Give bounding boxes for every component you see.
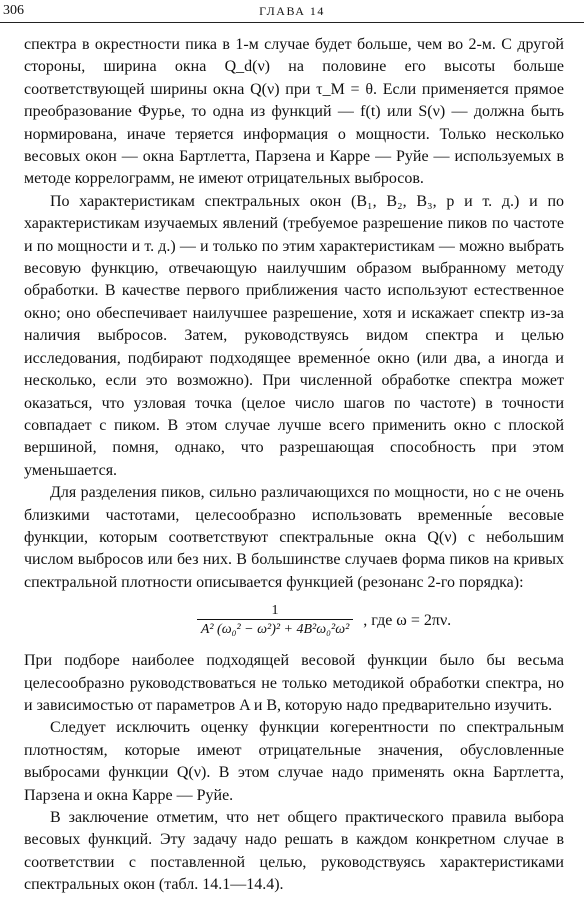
- body-text: [24, 34, 564, 897]
- paragraph-4: При подборе наиболее подходящей весовой функции было бы весьма целесообразно руководствоваться не только методикой обработки спектра, но и зависимостью от параметров A и B, которую надо предварительно изучить.: [24, 652, 564, 714]
- resonance-formula: [84, 600, 564, 642]
- running-header: [0, 0, 584, 23]
- formula-condition: , где ω = 2πν.: [363, 611, 452, 629]
- formula-numerator: 1: [271, 603, 279, 619]
- chapter-title: ГЛАВА 14: [259, 4, 325, 18]
- paragraph-1: спектра в окрестности пика в 1-м случае будет больше, чем во 2-м. С другой стороны, ширина окна Q_d(ν) на половине его высоты больше соответствующей ширины окна Q(ν) при τ_M = θ. Если применяется прямое преобразование Фурье, то одна из функций — f(t) или S(ν) — должна быть нормирована, иначе теряется информация о мощности. Только несколько весовых окон — окна Бартлетта, Парзена и Карре — Руйе — используемых в методе коррелограмм, не имеют отрицательных выбросов.: [24, 36, 564, 188]
- paragraph-3: Для разделения пиков, сильно различающихся по мощности, но с не очень близкими частотами, целесообразно использовать временны́е весовые функции, которым соответствуют спектральные окна Q(ν) с небольшим числом выбросов или без них. В большинстве случаев форма пиков на кривых спектральной плотности описывается функцией (резонанс 2-го порядка):: [24, 484, 564, 591]
- paragraph-2: По характеристикам спектральных окон (B₁, B₂, B₃, p и т. д.) и по характеристикам изучаемых явлений (требуемое разрешение пиков по частоте и по мощности и т. д.) — и только по этим характеристикам — можно выбрать весовую функцию, отвечающую наилучшим образом выбранному методу обработки. В качестве первого приближения часто используют естественное окно; оно обеспечивает наилучшее разрешение, хотя и искажает спектр из-за наличия выбросов. Затем, руководствуясь видом спектра и целью исследования, подбирают подходящее временно́е окно (или два, а иногда и несколько, если это возможно). При численной обработке спектра может оказаться, что узловая точка (целое число шагов по частоте) в точности совпадает с пиком. В этом случае лучше всего применить окно с плоской вершиной, помня, однако, что разрешающая способность при этом уменьшается.: [24, 192, 564, 479]
- paragraph-6: В заключение отметим, что нет общего практического правила выбора весовых функций. Эту задачу надо решать в каждом конкретном случае в соответствии с поставленной целью, руководствуясь характеристиками спектральных окон (табл. 14.1—14.4).: [24, 809, 564, 894]
- formula-fraction: [197, 603, 353, 639]
- page-number: 306: [3, 3, 24, 18]
- paragraph-5: Следует исключить оценку функции когерентности по спектральным плотностям, которые имеют отрицательные значения, обусловленные выбросами функции Q(ν). В этом случае надо применять окна Бартлетта, Парзена и окна Карре — Руйе.: [24, 719, 564, 804]
- formula-denominator: A² (ω₀² − ω²)² + 4B²ω₀²ω²: [197, 619, 353, 639]
